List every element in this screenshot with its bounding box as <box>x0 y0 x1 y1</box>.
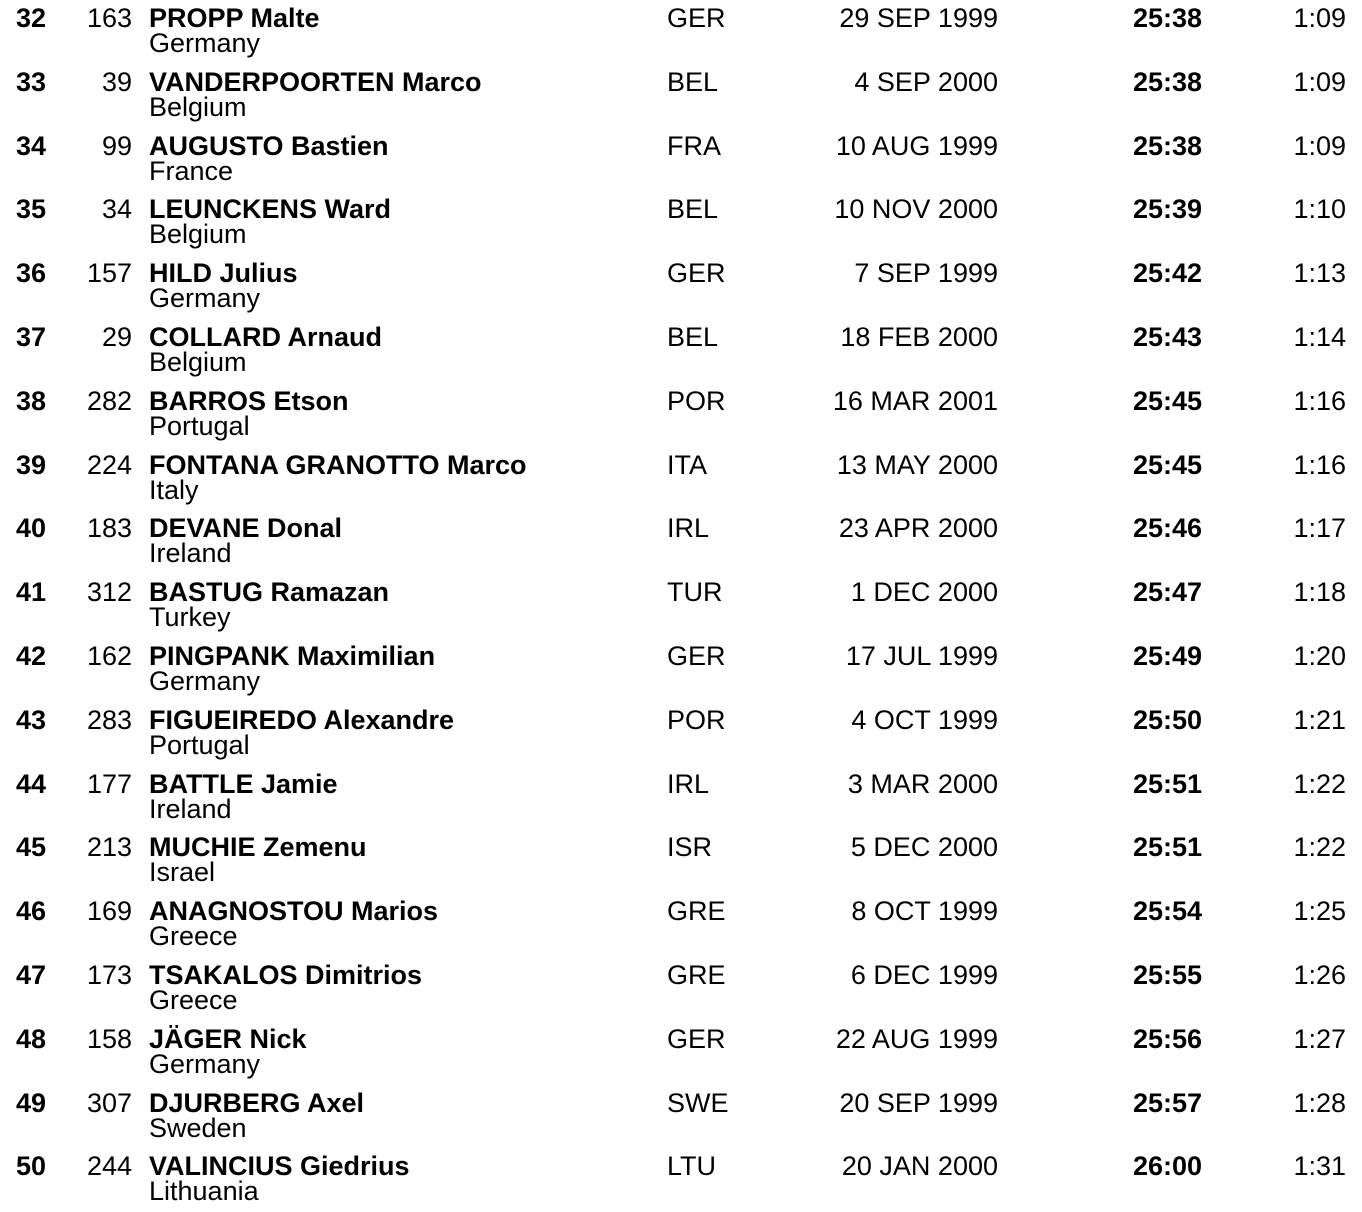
date-of-birth: 20 SEP 1999 <box>839 1087 998 1118</box>
nation-code: SWE <box>667 1087 729 1118</box>
date-of-birth: 20 JAN 2000 <box>841 1151 998 1182</box>
date-of-birth: 16 MAR 2001 <box>832 385 998 416</box>
country-name: Israel <box>149 857 216 888</box>
athlete-name: VANDERPOORTEN Marco <box>149 66 482 97</box>
finish-time: 25:47 <box>1132 577 1202 608</box>
bib-number: 99 <box>101 130 132 161</box>
date-of-birth: 22 AUG 1999 <box>835 1023 998 1054</box>
result-row <box>0 957 1362 1021</box>
bib-number: 283 <box>86 704 132 735</box>
athlete-name: LEUNCKENS Ward <box>149 194 392 225</box>
nation-code: FRA <box>667 130 721 161</box>
bib-number: 158 <box>86 1023 132 1054</box>
rank: 47 <box>16 960 47 990</box>
bib-number: 244 <box>86 1151 132 1182</box>
country-name: Greece <box>149 921 238 952</box>
athlete-name: BARROS Etson <box>149 385 349 416</box>
finish-time: 25:45 <box>1132 449 1202 480</box>
time-gap: 1:27 <box>1293 1023 1346 1054</box>
nation-code: GER <box>667 1023 726 1054</box>
result-row <box>0 829 1362 893</box>
result-row <box>0 64 1362 128</box>
time-gap: 1:17 <box>1293 513 1346 544</box>
rank: 32 <box>16 3 47 33</box>
time-gap: 1:22 <box>1293 768 1346 799</box>
result-row <box>0 1085 1362 1149</box>
nation-code: IRL <box>667 513 710 544</box>
rank: 44 <box>16 768 47 799</box>
finish-time: 25:46 <box>1132 513 1202 544</box>
athlete-name: VALINCIUS Giedrius <box>149 1151 410 1182</box>
time-gap: 1:18 <box>1293 577 1346 608</box>
finish-time: 25:42 <box>1132 258 1202 289</box>
nation-code: GER <box>667 3 726 33</box>
rank: 45 <box>16 832 47 863</box>
country-name: Greece <box>149 985 238 1015</box>
nation-code: GER <box>667 258 726 289</box>
rank: 38 <box>16 385 47 416</box>
date-of-birth: 1 DEC 2000 <box>850 577 998 608</box>
time-gap: 1:26 <box>1293 960 1346 990</box>
bib-number: 177 <box>86 768 132 799</box>
rank: 50 <box>16 1151 47 1182</box>
time-gap: 1:31 <box>1293 1151 1346 1182</box>
finish-time: 25:38 <box>1132 130 1202 161</box>
time-gap: 1:16 <box>1293 449 1346 480</box>
bib-number: 39 <box>101 66 132 97</box>
date-of-birth: 5 DEC 2000 <box>850 832 998 863</box>
nation-code: POR <box>667 704 726 735</box>
rank: 36 <box>16 258 47 289</box>
time-gap: 1:16 <box>1293 385 1346 416</box>
date-of-birth: 6 DEC 1999 <box>850 960 998 990</box>
country-name: Belgium <box>149 91 247 122</box>
athlete-name: FONTANA GRANOTTO Marco <box>149 449 527 480</box>
date-of-birth: 7 SEP 1999 <box>854 258 998 289</box>
finish-time: 25:38 <box>1132 66 1202 97</box>
country-name: Italy <box>149 474 199 505</box>
time-gap: 1:21 <box>1293 704 1346 735</box>
athlete-name: ANAGNOSTOU Marios <box>149 896 439 927</box>
rank: 42 <box>16 641 47 671</box>
result-row <box>0 638 1362 702</box>
time-gap: 1:09 <box>1293 66 1346 97</box>
rank: 48 <box>16 1023 47 1054</box>
rank: 33 <box>16 66 47 97</box>
date-of-birth: 8 OCT 1999 <box>851 896 998 927</box>
finish-time: 25:38 <box>1132 3 1202 33</box>
athlete-name: TSAKALOS Dimitrios <box>149 960 423 990</box>
athlete-name: JÄGER Nick <box>149 1023 307 1054</box>
finish-time: 25:50 <box>1132 704 1202 735</box>
nation-code: ITA <box>667 449 707 480</box>
athlete-name: BASTUG Ramazan <box>149 577 390 608</box>
result-row <box>0 128 1362 192</box>
bib-number: 163 <box>86 3 132 33</box>
bib-number: 169 <box>86 896 132 927</box>
finish-time: 26:00 <box>1132 1151 1202 1182</box>
result-row <box>0 510 1362 574</box>
finish-time: 25:54 <box>1132 896 1202 927</box>
country-name: Germany <box>149 666 261 696</box>
rank: 35 <box>16 194 47 225</box>
time-gap: 1:09 <box>1293 3 1346 33</box>
athlete-name: AUGUSTO Bastien <box>149 130 389 161</box>
nation-code: ISR <box>667 832 713 863</box>
rank: 39 <box>16 449 47 480</box>
rank: 46 <box>16 896 47 927</box>
rank: 43 <box>16 704 47 735</box>
nation-code: POR <box>667 385 726 416</box>
nation-code: GRE <box>667 960 726 990</box>
result-row <box>0 447 1362 511</box>
finish-time: 25:43 <box>1132 322 1202 352</box>
time-gap: 1:22 <box>1293 832 1346 863</box>
athlete-name: FIGUEIREDO Alexandre <box>149 704 455 735</box>
date-of-birth: 4 SEP 2000 <box>854 66 998 97</box>
result-row <box>0 383 1362 447</box>
country-name: Belgium <box>149 219 247 250</box>
bib-number: 173 <box>86 960 132 990</box>
finish-time: 25:56 <box>1132 1023 1202 1054</box>
date-of-birth: 4 OCT 1999 <box>851 704 998 735</box>
rank: 49 <box>16 1087 47 1118</box>
time-gap: 1:28 <box>1293 1087 1346 1118</box>
athlete-name: HILD Julius <box>149 258 298 289</box>
date-of-birth: 10 NOV 2000 <box>834 194 998 225</box>
nation-code: GER <box>667 641 726 671</box>
country-name: Ireland <box>149 538 232 569</box>
athlete-name: MUCHIE Zemenu <box>149 832 367 863</box>
bib-number: 307 <box>86 1087 132 1118</box>
rank: 40 <box>16 513 47 544</box>
country-name: Portugal <box>149 410 250 441</box>
finish-time: 25:51 <box>1132 832 1202 863</box>
time-gap: 1:13 <box>1293 258 1346 289</box>
result-row <box>0 1021 1362 1085</box>
time-gap: 1:14 <box>1293 322 1346 352</box>
nation-code: GRE <box>667 896 726 927</box>
finish-time: 25:57 <box>1132 1087 1202 1118</box>
bib-number: 34 <box>101 194 132 225</box>
time-gap: 1:10 <box>1293 194 1346 225</box>
bib-number: 157 <box>86 258 132 289</box>
time-gap: 1:09 <box>1293 130 1346 161</box>
result-row <box>0 702 1362 766</box>
rank: 37 <box>16 322 47 352</box>
athlete-name: DEVANE Donal <box>149 513 343 544</box>
athlete-name: COLLARD Arnaud <box>149 322 382 352</box>
result-row <box>0 319 1362 383</box>
result-row <box>0 766 1362 830</box>
date-of-birth: 18 FEB 2000 <box>840 322 998 352</box>
time-gap: 1:20 <box>1293 641 1346 671</box>
nation-code: BEL <box>667 66 719 97</box>
country-name: France <box>149 155 234 186</box>
result-row <box>0 255 1362 319</box>
country-name: Germany <box>149 28 261 58</box>
date-of-birth: 23 APR 2000 <box>838 513 998 544</box>
athlete-name: DJURBERG Axel <box>149 1087 365 1118</box>
rank: 34 <box>16 130 47 161</box>
country-name: Germany <box>149 1048 261 1079</box>
bib-number: 312 <box>86 577 132 608</box>
nation-code: BEL <box>667 194 719 225</box>
result-row <box>0 1148 1362 1212</box>
bib-number: 224 <box>86 449 132 480</box>
finish-time: 25:45 <box>1132 385 1202 416</box>
date-of-birth: 13 MAY 2000 <box>836 449 998 480</box>
country-name: Portugal <box>149 729 250 760</box>
date-of-birth: 29 SEP 1999 <box>839 3 998 33</box>
nation-code: BEL <box>667 322 719 352</box>
bib-number: 29 <box>101 322 132 352</box>
rank: 41 <box>16 577 47 608</box>
finish-time: 25:49 <box>1132 641 1202 671</box>
bib-number: 282 <box>86 385 132 416</box>
country-name: Lithuania <box>149 1176 259 1207</box>
country-name: Belgium <box>149 347 247 377</box>
athlete-name: BATTLE Jamie <box>149 768 338 799</box>
country-name: Turkey <box>149 602 231 633</box>
result-row <box>0 893 1362 957</box>
nation-code: IRL <box>667 768 710 799</box>
nation-code: LTU <box>667 1151 717 1182</box>
finish-time: 25:51 <box>1132 768 1202 799</box>
bib-number: 162 <box>86 641 132 671</box>
nation-code: TUR <box>667 577 723 608</box>
country-name: Sweden <box>149 1112 247 1143</box>
finish-time: 25:55 <box>1132 960 1202 990</box>
time-gap: 1:25 <box>1293 896 1346 927</box>
athlete-name: PROPP Malte <box>149 3 320 33</box>
country-name: Germany <box>149 283 261 314</box>
athlete-name: PINGPANK Maximilian <box>149 641 436 671</box>
date-of-birth: 17 JUL 1999 <box>845 641 998 671</box>
country-name: Ireland <box>149 793 232 824</box>
result-row <box>0 191 1362 255</box>
date-of-birth: 10 AUG 1999 <box>835 130 998 161</box>
finish-time: 25:39 <box>1132 194 1202 225</box>
result-row <box>0 0 1362 64</box>
bib-number: 183 <box>86 513 132 544</box>
date-of-birth: 3 MAR 2000 <box>847 768 998 799</box>
result-row <box>0 574 1362 638</box>
bib-number: 213 <box>86 832 132 863</box>
